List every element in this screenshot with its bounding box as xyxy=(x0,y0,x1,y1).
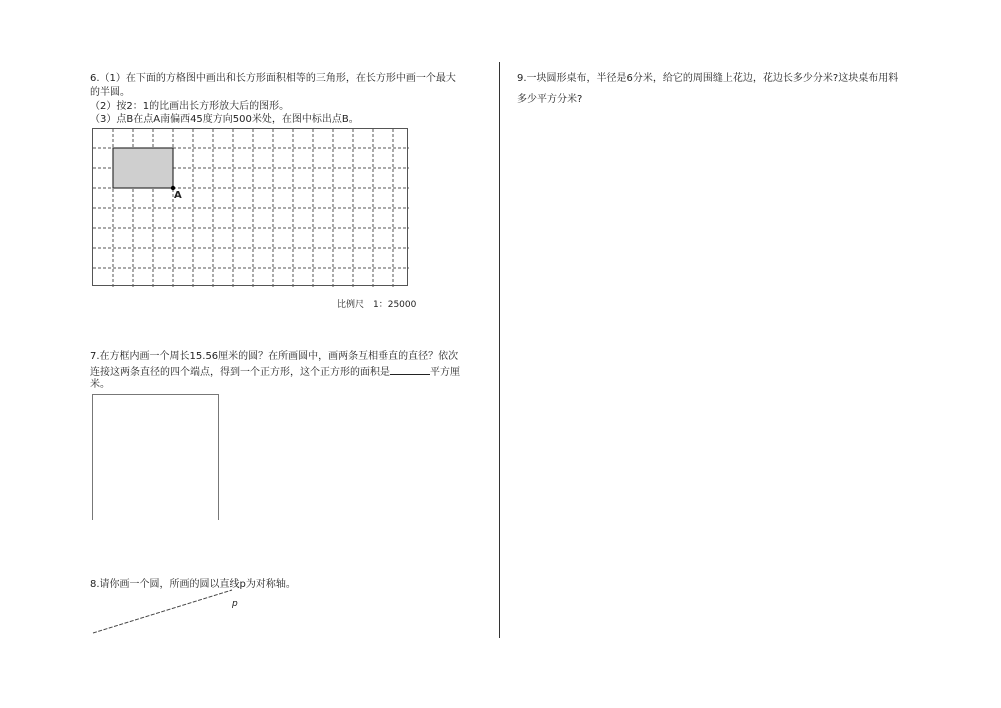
q9-line1: 9.一块圆形桌布，半径是6分米，给它的周围缝上花边，花边长多少分米?这块桌布用料 xyxy=(517,73,899,84)
q7-line2-end: 平方厘 xyxy=(430,367,460,378)
shaded-rectangle xyxy=(113,148,173,188)
q6-line2: 的半圆。 xyxy=(90,87,130,98)
scale-label: 比例尺 1：25000 xyxy=(337,300,417,310)
drawing-box[interactable] xyxy=(92,394,219,520)
grid-svg xyxy=(93,129,409,287)
q6-line1: 6.（1）在下面的方格图中画出和长方形面积相等的三角形，在长方形中画一个最大 xyxy=(90,73,456,84)
q7-line2-text: 连接这两条直径的四个端点，得到一个正方形，这个正方形的面积是 xyxy=(90,367,390,378)
q9-line2: 多少平方分米? xyxy=(517,94,583,105)
q7-line2 xyxy=(90,364,460,380)
point-a-label: A xyxy=(174,190,182,201)
q6-line3: （2）按2：1的比画出长方形放大后的图形。 xyxy=(90,101,290,112)
line-p-label: p xyxy=(232,599,238,609)
line-p-svg xyxy=(90,590,250,640)
column-divider xyxy=(499,62,500,638)
q6-line4: （3）点B在点A南偏西45度方向500米处，在图中标出点B。 xyxy=(90,114,359,125)
q7-line1: 7.在方框内画一个周长15.56厘米的圆？在所画圆中，画两条互相垂直的直径？依次 xyxy=(90,351,459,362)
q8-text: 8.请你画一个圆，所画的圆以直线p为对称轴。 xyxy=(90,579,296,590)
grid-figure[interactable] xyxy=(92,128,408,286)
q7-answer-blank[interactable] xyxy=(390,364,430,375)
line-p xyxy=(93,590,232,633)
q7-line3: 米。 xyxy=(90,379,110,390)
